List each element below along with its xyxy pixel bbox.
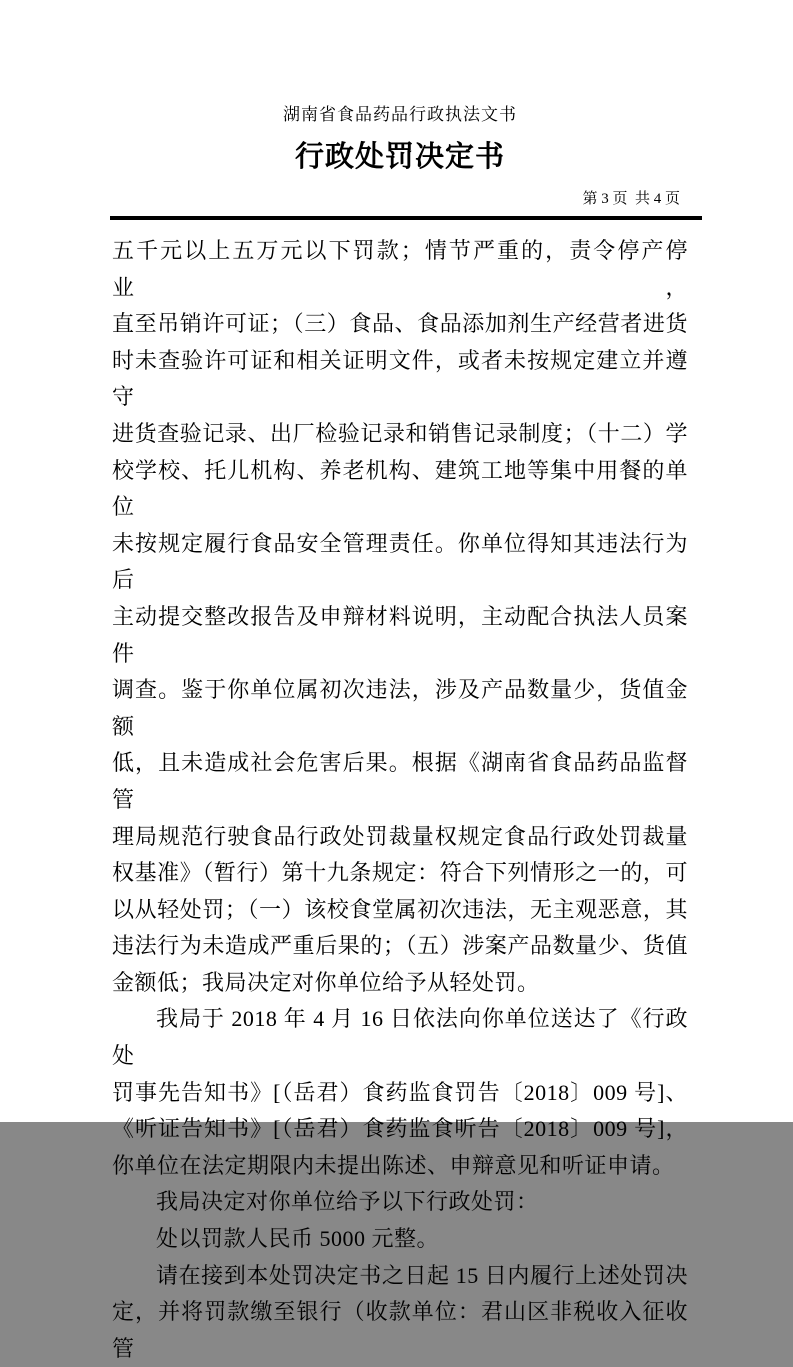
document-line: 金额低；我局决定对你单位给予从轻处罚。 <box>112 969 540 995</box>
document-line: 理局规范行驶食品行政处罚裁量权规定食品行政处罚裁量 <box>112 823 688 849</box>
document-title: 行政处罚决定书 <box>294 141 505 173</box>
document-line: 进货查验记录、出厂检验记录和销售记录制度；（十二）学 <box>112 420 688 446</box>
document-line: 时未查验许可证和相关证明文件，或者未按规定建立并遵守 <box>112 347 688 410</box>
document-line: 权基准》（暂行）第十九条规定：符合下列情形之一的，可 <box>112 860 688 886</box>
document-line: 请在接到本处罚决定书之日起 15 日内履行上述处罚决 <box>156 1262 688 1288</box>
document-line: 我局于 2018 年 4 月 16 日依法向你单位送达了《行政处 <box>112 1006 688 1069</box>
document-line: 未按规定履行食品安全管理责任。你单位得知其违法行为后 <box>112 530 688 593</box>
document-content <box>112 104 688 1367</box>
document-body <box>112 233 688 1367</box>
document-line: 主动提交整改报告及申辩材料说明，主动配合执法人员案件 <box>112 603 688 666</box>
document-line: 定，并将罚款缴至银行（收款单位：君山区非税收入征收管 <box>112 1299 688 1361</box>
page-number: 第 3 页 共 4 页 <box>582 191 680 207</box>
document-line: 我局决定对你单位给予以下行政处罚： <box>156 1189 539 1215</box>
document-line: 低，且未造成社会危害后果。根据《湖南省食品药品监督管 <box>112 750 688 812</box>
document-line: 五千元以上五万元以下罚款；情节严重的，责令停产停业， <box>112 238 688 300</box>
document-line: 《听证告知书》[（岳君）食药监食听告〔2018〕009 号]， <box>112 1116 688 1142</box>
document-line: 直至吊销许可证；（三）食品、食品添加剂生产经营者进货 <box>112 311 688 337</box>
document-line: 罚事先告知书》[（岳君）食药监食罚告〔2018〕009 号]、 <box>112 1079 688 1105</box>
document-line: 以从轻处罚；（一）该校食堂属初次违法，无主观恶意，其 <box>112 896 688 922</box>
document-line: 校学校、托儿机构、养老机构、建筑工地等集中用餐的单位 <box>112 457 688 520</box>
document-category: 湖南省食品药品行政执法文书 <box>283 105 517 124</box>
header-divider <box>110 216 702 220</box>
document-line: 调查。鉴于你单位属初次违法，涉及产品数量少，货值金额 <box>112 677 688 739</box>
document-line: 处以罚款人民币 5000 元整。 <box>156 1226 440 1252</box>
document-line: 违法行为未造成严重后果的；（五）涉案产品数量少、货值 <box>112 933 688 959</box>
document-line: 你单位在法定期限内未提出陈述、申辩意见和听证申请。 <box>112 1152 675 1178</box>
